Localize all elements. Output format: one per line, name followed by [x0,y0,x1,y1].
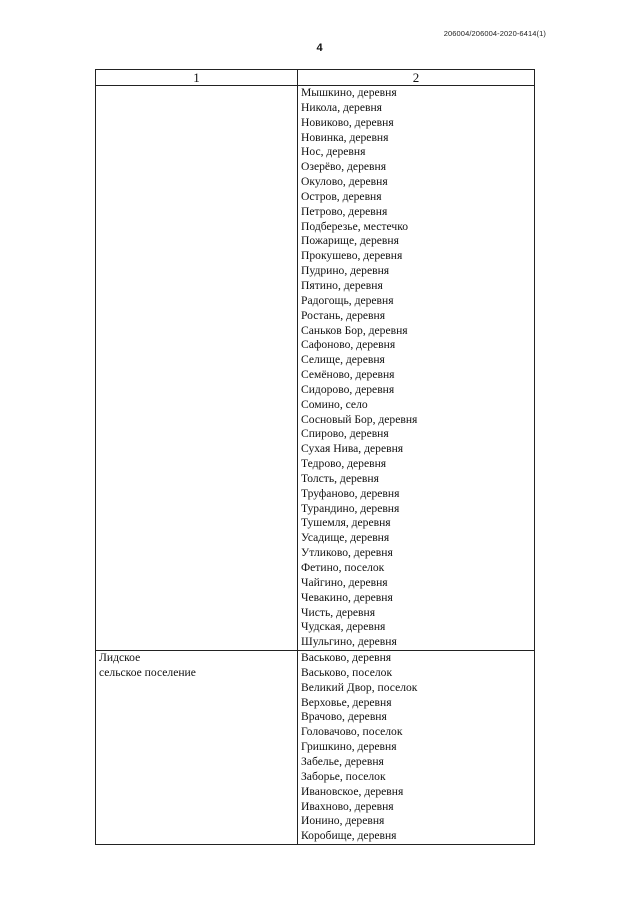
list-item: Врачово, деревня [301,710,387,724]
settlement-cell [96,651,298,845]
list-item: Ивановское, деревня [301,784,404,798]
localities-list [298,651,534,844]
list-item: Сосновый Бор, деревня [301,412,418,426]
page-number: 4 [316,42,323,54]
list-item: Сафоново, деревня [301,338,396,352]
document-id: 206004/206004-2020-6414(1) [443,29,546,38]
list-item: Верховье, деревня [301,695,392,709]
list-item: Сидорово, деревня [301,382,395,396]
list-item: Никола, деревня [301,100,382,114]
list-item: Васьково, деревня [301,651,392,665]
settlement-cell [96,86,298,651]
list-item: Чайгино, деревня [301,575,388,589]
list-item: Шульгино, деревня [301,635,397,649]
column-header-1: 1 [96,70,298,86]
list-item: Гришкино, деревня [301,740,397,754]
list-item: Тедрово, деревня [301,457,387,471]
list-item: Пожарище, деревня [301,234,399,248]
list-item: Толсть, деревня [301,471,379,485]
localities-list [298,86,534,650]
list-item: Усадище, деревня [301,531,390,545]
list-item: Прокушево, деревня [301,249,403,263]
list-item: Коробище, деревня [301,829,397,843]
list-item: Пудрино, деревня [301,264,390,278]
list-item: Заборье, поселок [301,769,386,783]
localities-cell [298,651,535,845]
list-item: Сухая Нива, деревня [301,442,404,456]
list-item: Чисть, деревня [301,605,376,619]
list-item: Ивахново, деревня [301,799,394,813]
list-item: Пятино, деревня [301,278,383,292]
list-item: Ростань, деревня [301,308,386,322]
list-item: Чевакино, деревня [301,590,393,604]
settlement-name: Лидское сельское поселение [99,651,196,679]
list-item: Нос, деревня [301,145,366,159]
list-item: Озерёво, деревня [301,160,387,174]
table-header-row [96,70,535,86]
list-item: Чудская, деревня [301,620,386,634]
column-header-2: 2 [298,70,535,86]
list-item: Спирово, деревня [301,427,389,441]
list-item: Саньков Бор, деревня [301,323,408,337]
list-item: Новиково, деревня [301,115,394,129]
table-row [96,86,535,651]
list-item: Окулово, деревня [301,175,388,189]
list-item: Ионино, деревня [301,814,385,828]
list-item: Забелье, деревня [301,754,384,768]
list-item: Селище, деревня [301,353,385,367]
list-item: Сомино, село [301,397,368,411]
list-item: Головачово, поселок [301,725,403,739]
list-item: Турандино, деревня [301,501,400,515]
list-item: Подберезье, местечко [301,219,409,233]
localities-cell [298,86,535,651]
list-item: Труфаново, деревня [301,486,400,500]
list-item: Утликово, деревня [301,546,393,560]
list-item: Мышкино, деревня [301,86,397,99]
list-item: Фетино, поселок [301,561,385,574]
table-row [96,651,535,845]
list-item: Тушемля, деревня [301,516,391,530]
list-item: Радогощь, деревня [301,293,394,307]
list-item: Остров, деревня [301,189,382,203]
list-item: Новинка, деревня [301,130,389,144]
list-item: Великий Двор, поселок [301,680,418,694]
list-item: Семёново, деревня [301,368,395,382]
list-item: Петрово, деревня [301,204,388,218]
list-item: Васьково, поселок [301,665,393,679]
settlements-table [95,69,535,845]
